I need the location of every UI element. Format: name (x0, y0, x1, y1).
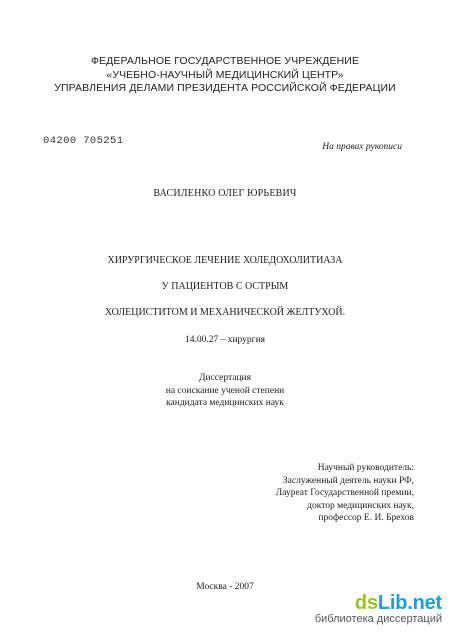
scientific-supervisor (276, 462, 414, 525)
title-line-2: У ПАЦИЕНТОВ С ОСТРЫМ (161, 281, 289, 292)
logo-lib: Lib.net (377, 592, 442, 614)
supervisor-line-2: Заслуженный деятель науки РФ, (282, 475, 414, 486)
degree-statement (0, 372, 450, 410)
manuscript-rights-note: На правах рукописи (322, 142, 402, 152)
degree-line-2: на соискание ученой степени (165, 385, 285, 396)
city-year: Москва - 2007 (196, 582, 254, 592)
logo-ds: ds (354, 592, 378, 614)
degree-line-3: кандидата медицинских наук (166, 398, 284, 408)
supervisor-line-3: Лауреат Государственной премии, (275, 488, 414, 498)
specialty-code: 14.00.27 – хирургия (184, 335, 266, 345)
degree-line-1: Диссертация (199, 373, 251, 383)
supervisor-line-5: профессор Е. И. Брехов (318, 513, 414, 523)
header-line-3: УПРАВЛЕНИЯ ДЕЛАМИ ПРЕЗИДЕНТА РОССИЙСКОЙ ФЕДЕРАЦИИ (54, 82, 396, 94)
institution-header (0, 55, 450, 96)
title-line-3: ХОЛЕЦИСТИТОМ И МЕХАНИЧЕСКОЙ ЖЕЛТУХОЙ. (104, 307, 346, 318)
dissertation-title (0, 248, 450, 326)
dslib-logo (315, 593, 442, 613)
dslib-watermark[interactable] (315, 593, 442, 626)
author-name: ВАСИЛЕНКО ОЛЕГ ЮРЬЕВИЧ (153, 188, 297, 199)
title-line-1: ХИРУРГИЧЕСКОЕ ЛЕЧЕНИЕ ХОЛЕДОХОЛИТИАЗА (107, 255, 343, 266)
supervisor-line-4: доктор медицинских наук, (307, 500, 414, 511)
header-line-2: «УЧЕБНО-НАУЧНЫЙ МЕДИЦИНСКИЙ ЦЕНТР» (106, 68, 344, 81)
watermark-subtitle: библиотека диссертаций (314, 613, 442, 625)
header-line-1: ФЕДЕРАЛЬНОЕ ГОСУДАРСТВЕННОЕ УЧРЕЖДЕНИЕ (90, 55, 360, 67)
supervisor-line-1: Научный руководитель: (317, 463, 414, 473)
archive-stamp-number: 04200 705251 (43, 135, 124, 147)
